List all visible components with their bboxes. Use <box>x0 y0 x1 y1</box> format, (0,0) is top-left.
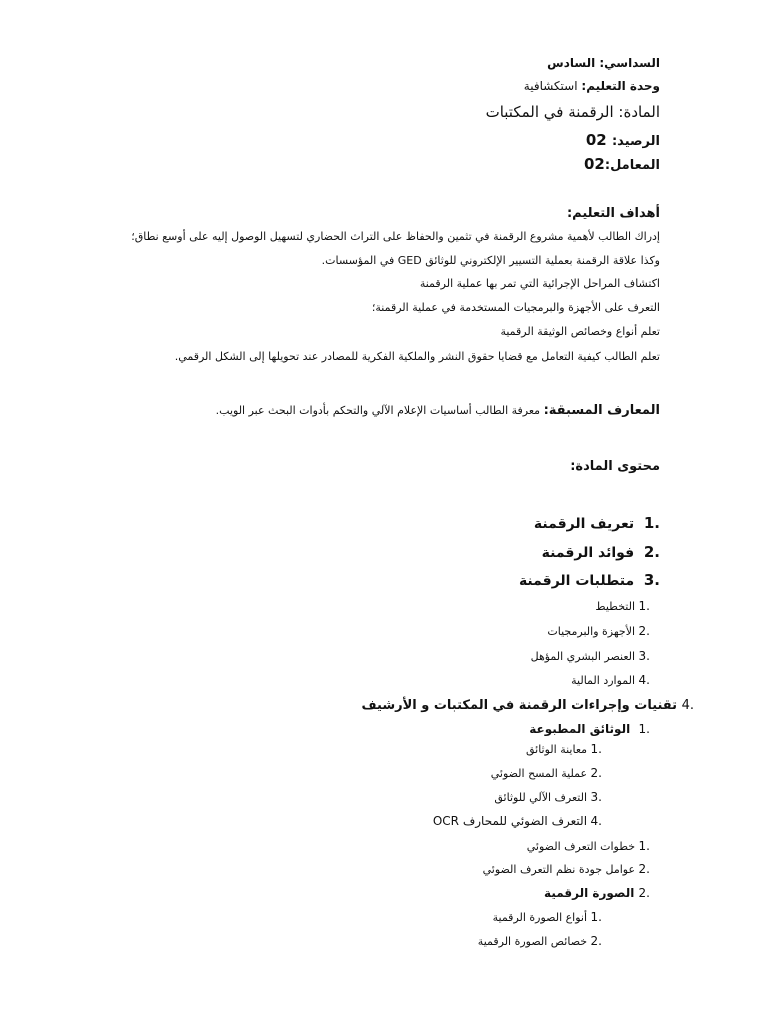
sub-item <box>547 624 650 638</box>
sub-item <box>531 649 650 663</box>
objective-line: اكتشاف المراحل الإجرائية التي تمر بها عملية الرقمنة <box>419 277 660 290</box>
sub-heading <box>544 886 650 900</box>
sub-sub-item-text: التعرف الضوئي للمحارف OCR <box>432 814 588 828</box>
credit-line <box>586 131 660 149</box>
item-number: 3. <box>643 571 660 589</box>
sub-sub-item-number: 3. <box>590 790 602 804</box>
semester-line: السداسي: السادس <box>547 56 660 70</box>
item-text: فوائد الرقمنة <box>541 545 635 561</box>
content-title: محتوى المادة: <box>570 459 660 474</box>
unit-label: وحدة التعليم: <box>581 79 660 93</box>
sub-item-number: 1. <box>638 599 650 613</box>
sub-sub-item-text: خصائص الصورة الرقمية <box>477 935 588 948</box>
sub-sub-item-number: 2. <box>590 766 602 780</box>
content-item <box>534 514 660 532</box>
sub-item-text: الموارد المالية <box>571 674 636 687</box>
sub-sub-item-number: 4. <box>590 814 602 828</box>
sub-sub-item-text: عملية المسح الضوئي <box>490 767 588 780</box>
sub-sub-item <box>433 814 602 828</box>
sub-item <box>571 673 650 687</box>
sub-sub-item-number: 1. <box>590 910 602 924</box>
content-item <box>519 571 660 589</box>
sub-sub-item <box>494 790 602 804</box>
coef-line <box>584 155 660 173</box>
sub-item-text: التخطيط <box>595 600 636 613</box>
sub-heading <box>529 722 650 736</box>
ocr-item-text: عوامل جودة نظم التعرف الضوئي <box>482 863 636 876</box>
prerequisites-line <box>216 403 660 418</box>
sub-item-number: 3. <box>638 649 650 663</box>
coef-label: المعامل: <box>604 158 660 173</box>
sub-heading-text: الوثائق المطبوعة <box>529 722 631 736</box>
sub-heading-number: 2. <box>638 886 650 900</box>
unit-value: استكشافية <box>523 79 582 93</box>
sub-item <box>595 599 650 613</box>
item-number: 1. <box>643 514 660 532</box>
sub-sub-item <box>478 934 602 948</box>
objective-line: التعرف على الأجهزة والبرمجيات المستخدمة في عملية الرقمنة؛ <box>371 301 660 314</box>
sub-sub-item <box>526 742 602 756</box>
sub-sub-item-text: التعرف الآلي للوثائق <box>494 791 588 804</box>
sub-heading-text: الصورة الرقمية <box>544 886 635 900</box>
item-text: متطلبات الرقمنة <box>518 573 635 589</box>
sub-sub-item-text: معاينة الوثائق <box>525 743 588 756</box>
ocr-item-number: 2. <box>638 862 650 876</box>
sub-item-number: 2. <box>638 624 650 638</box>
unit-line <box>524 79 660 93</box>
sub-item-text: الأجهزة والبرمجيات <box>547 625 636 638</box>
coef-value: 02 <box>584 155 605 173</box>
item-text: تعريف الرقمنة <box>533 516 635 532</box>
sub-heading-number: 1. <box>638 722 650 736</box>
subject-line: المادة: الرقمنة في المكتبات <box>485 103 660 121</box>
ocr-item-text: خطوات التعرف الضوئي <box>526 840 636 853</box>
sub-sub-item-number: 1. <box>590 742 602 756</box>
prerequisites-text: معرفة الطالب أساسيات الإعلام الآلي والتحكم بأدوات البحث عبر الويب. <box>215 404 544 417</box>
prerequisites-label: المعارف المسبقة: <box>543 403 660 418</box>
ocr-item <box>483 862 650 876</box>
objective-line: إدراك الطالب لأهمية مشروع الرقمنة في تثمين والحفاظ على التراث الحضاري لتسهيل الوصول إليه على أوسع نطاق؛ <box>131 230 660 243</box>
sub-sub-item <box>493 910 602 924</box>
objective-line: وكذا علاقة الرقمنة بعملية التسيير الإلكتروني للوثائق GED في المؤسسات. <box>321 254 660 267</box>
sub-item-text: العنصر البشري المؤهل <box>530 650 636 663</box>
credit-label: الرصيد: <box>611 134 660 149</box>
ocr-item-number: 1. <box>638 839 650 853</box>
objectives-title: أهداف التعليم: <box>566 206 660 221</box>
sub-sub-item <box>491 766 602 780</box>
objective-line: تعلم الطالب كيفية التعامل مع قضايا حقوق النشر والملكية الفكرية للمصادر عند تحويلها إلى الشكل الرقمي. <box>174 350 660 363</box>
item-text: تقنيات وإجراءات الرقمنة في المكتبات و الأرشيف <box>361 698 678 713</box>
objective-line: تعلم أنواع وخصائص الوثيقة الرقمية <box>500 325 660 338</box>
content-item <box>362 698 694 713</box>
sub-item-number: 4. <box>638 673 650 687</box>
credit-value: 02 <box>585 131 612 149</box>
content-item <box>542 543 660 561</box>
sub-sub-item-number: 2. <box>590 934 602 948</box>
sub-sub-item-text: أنواع الصورة الرقمية <box>492 911 588 924</box>
item-number: 4. <box>681 698 694 713</box>
item-number: 2. <box>643 543 660 561</box>
ocr-item <box>527 839 650 853</box>
